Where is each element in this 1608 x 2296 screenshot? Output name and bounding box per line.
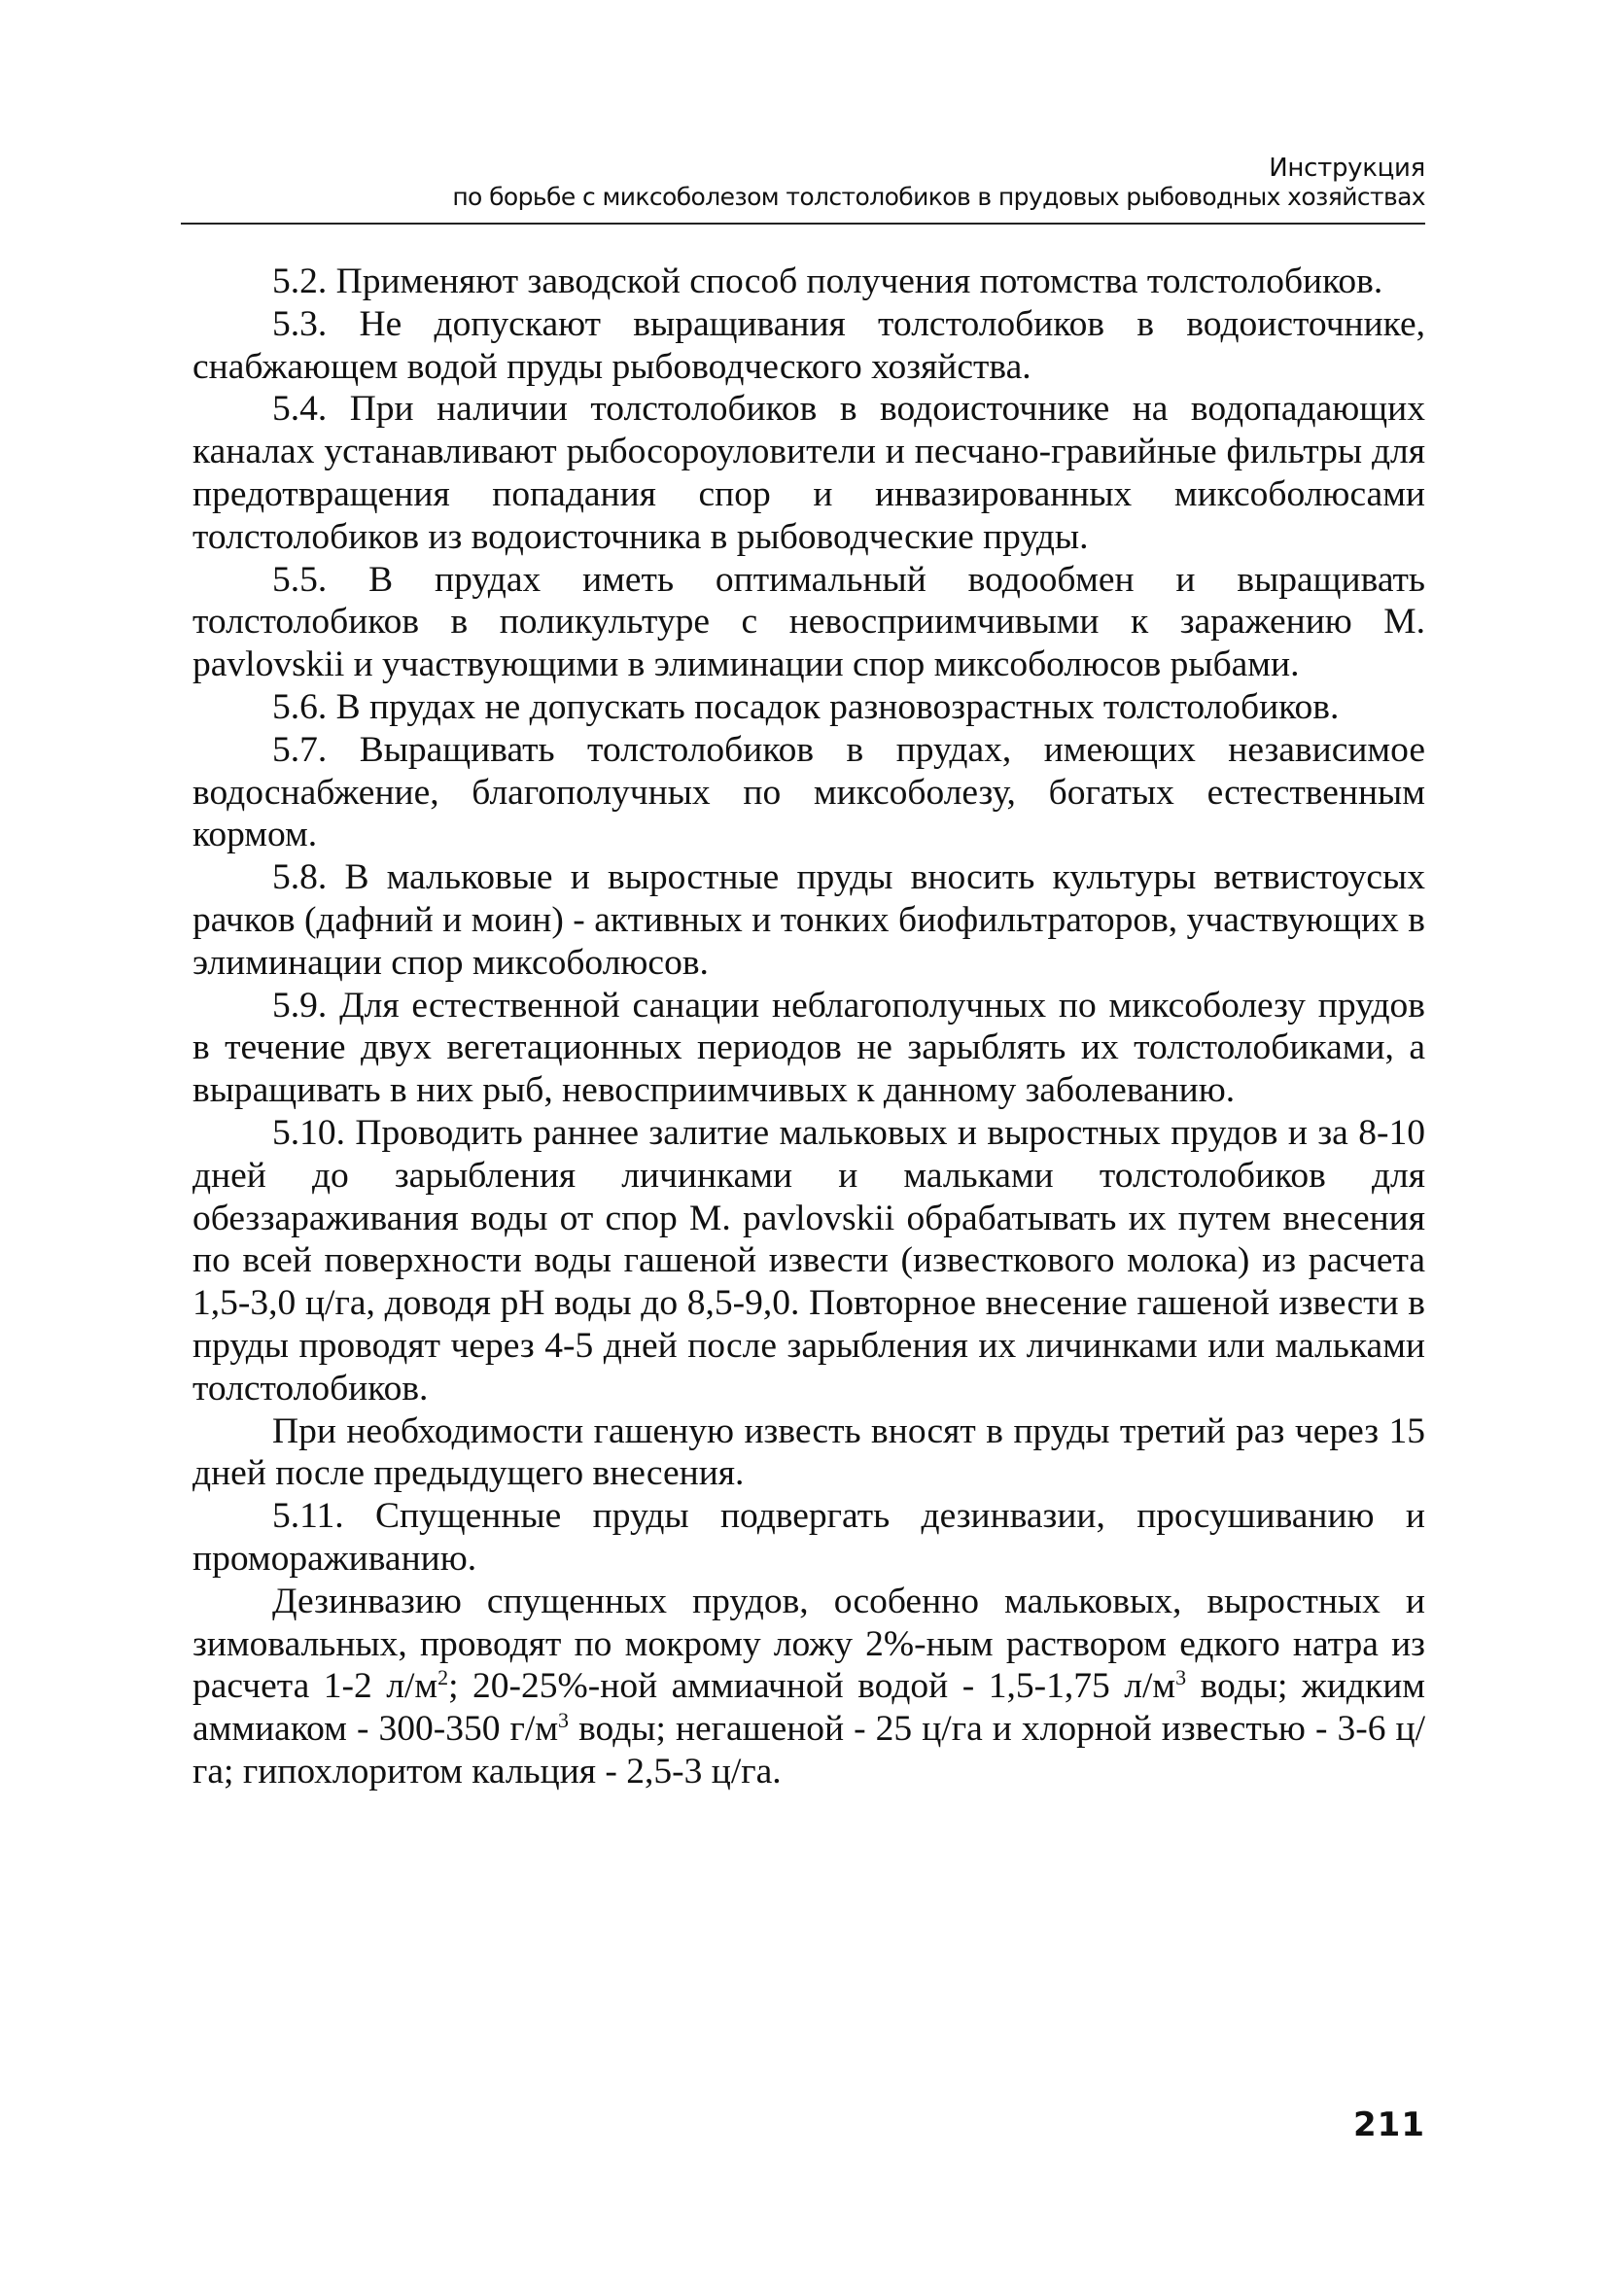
- paragraph-5-10: 5.10. Проводить раннее залитие мальковых и выростных прудов и за 8-10 дней до зарыбления личинками и мальками толстолобиков для обеззараживания воды от спор M. pavlovskii обрабатывать их путем внесения по всей поверхности воды гашеной извести (известкового молока) из расчета 1,5-3,0 ц/га, доводя pH воды до 8,5-9,0. Повторное внесение гашеной извести в пруды проводят через 4-5 дней после зарыбления их личинками или мальками толстолобиков.: [192, 1112, 1425, 1409]
- paragraph-5-3: 5.3. Не допускают выращивания толстолобиков в водоисточнике, снабжающем водой пруды рыбоводческого хозяйства.: [192, 303, 1425, 387]
- paragraph-5-9: 5.9. Для естественной санации неблагополучных по миксоболезу прудов в течение двух вегетационных периодов не зарыблять их толстолобиками, а выращивать в них рыб, невосприимчивых к данному заболеванию.: [192, 985, 1425, 1111]
- paragraph-5-6: 5.6. В прудах не допускать посадок разновозрастных толстолобиков.: [272, 686, 1340, 727]
- header-subtitle: по борьбе с миксоболезом толстолобиков в прудовых рыбоводных хозяйствах: [452, 183, 1425, 211]
- paragraph-5-5: 5.5. В прудах иметь оптимальный водообмен и выращивать толстолобиков в поликультуре с невосприимчивыми к заражению M. pavlovskii и участвующими в элиминации спор миксоболюсов рыбами.: [192, 559, 1425, 685]
- superscript-3: 3: [1175, 1665, 1187, 1690]
- header-divider: [181, 223, 1425, 225]
- superscript-3b: 3: [558, 1708, 570, 1733]
- body-text: [192, 261, 1425, 1793]
- paragraph-5-11: 5.11. Спущенные пруды подвергать дезинвазии, просушиванию и промораживанию.: [192, 1496, 1425, 1579]
- superscript-2: 2: [437, 1665, 449, 1690]
- running-header: [181, 154, 1425, 212]
- disinvasion-text-3: воды; жидким аммиаком - 300-350 г/м: [192, 1666, 1426, 1750]
- paragraph-5-2: 5.2. Применяют заводской способ получения потомства толстолобиков.: [272, 261, 1383, 301]
- disinvasion-text-4: воды; негашеной - 25 ц/га и хлорной известью - 3-6 ц/га; гипохлоритом кальция - 2,5-3 ц/га.: [192, 1709, 1425, 1792]
- paragraph-5-10-note: При необходимости гашеную известь вносят в пруды третий раз через 15 дней после предыдущего внесения.: [192, 1410, 1425, 1494]
- header-title: Инструкция: [1269, 154, 1425, 183]
- disinvasion-text-1: Дезинвазию спущенных прудов, особенно мальковых, выростных и зимовальных, проводят по мокрому ложу 2%-ным раствором едкого натра из расчета 1-2 л/м: [192, 1581, 1425, 1707]
- disinvasion-text-2: ; 20-25%-ной аммиачной водой - 1,5-1,75 л/м: [448, 1666, 1176, 1707]
- paragraph-5-4: 5.4. При наличии толстолобиков в водоисточнике на водопадающих каналах устанавливают рыбосороуловители и песчано-гравийные фильтры для предотвращения попадания спор и инвазированных миксоболюсами толстолобиков из водоисточника в рыбоводческие пруды.: [192, 389, 1425, 557]
- paragraph-5-7: 5.7. Выращивать толстолобиков в прудах, имеющих независимое водоснабжение, благополучных по миксоболезу, богатых естественным кормом.: [192, 729, 1425, 855]
- paragraph-disinvasion: [192, 1581, 1425, 1793]
- page-number: 211: [1353, 2105, 1425, 2144]
- paragraph-5-8: 5.8. В мальковые и выростные пруды вносить культуры ветвистоусых рачков (дафний и моин) - активных и тонких биофильтраторов, участвующих в элиминации спор миксоболюсов.: [192, 857, 1425, 983]
